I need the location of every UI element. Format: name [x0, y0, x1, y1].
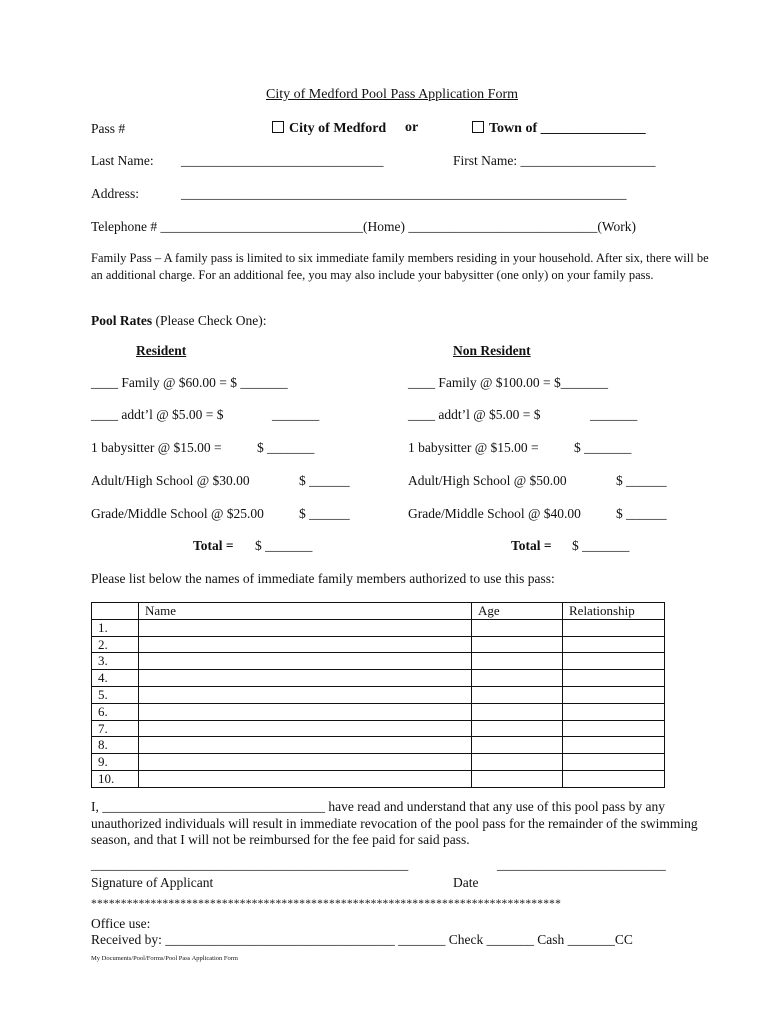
table-header-row — [92, 603, 665, 620]
age-cell[interactable] — [472, 737, 563, 754]
name-cell[interactable] — [139, 703, 472, 720]
pool-rates-heading — [91, 314, 266, 328]
age-cell[interactable] — [472, 770, 563, 787]
town-option-label: Town of _______________ — [489, 121, 646, 136]
resident-babysitter-rate: 1 babysitter @ $15.00 = — [91, 440, 222, 455]
relationship-header: Relationship — [563, 603, 665, 620]
resident-babysitter-blank[interactable]: $ _______ — [257, 440, 315, 455]
pool-rates-note: (Please Check One): — [152, 313, 267, 328]
table-row — [92, 653, 665, 670]
nonresident-adult-blank[interactable]: $ ______ — [616, 473, 667, 488]
nonresident-addtl-rate[interactable]: ____ addt’l @ $5.00 = $ — [408, 407, 541, 422]
resident-adult-blank[interactable]: $ ______ — [299, 473, 350, 488]
city-of-medford-option[interactable] — [272, 121, 386, 136]
nonresident-grade-blank[interactable]: $ ______ — [616, 506, 667, 521]
nonresident-heading: Non Resident — [453, 343, 531, 358]
row-number: 6. — [92, 703, 139, 720]
resident-heading: Resident — [136, 343, 187, 358]
row-number: 5. — [92, 686, 139, 703]
relationship-cell[interactable] — [563, 720, 665, 737]
row-number: 10. — [92, 770, 139, 787]
nonresident-total-blank[interactable]: $ _______ — [572, 538, 630, 553]
relationship-cell[interactable] — [563, 619, 665, 636]
table-row — [92, 737, 665, 754]
nonresident-addtl-blank[interactable]: _______ — [590, 407, 638, 422]
table-row — [92, 720, 665, 737]
row-number: 4. — [92, 670, 139, 687]
age-cell[interactable] — [472, 686, 563, 703]
received-by-row[interactable]: Received by: __________________________________ _______ Check _______ Cash _______CC — [91, 932, 633, 947]
relationship-cell[interactable] — [563, 670, 665, 687]
row-number: 8. — [92, 737, 139, 754]
nonresident-total-label: Total = — [511, 538, 552, 553]
number-header — [92, 603, 139, 620]
age-header: Age — [472, 603, 563, 620]
relationship-cell[interactable] — [563, 754, 665, 771]
resident-grade-rate: Grade/Middle School @ $25.00 — [91, 506, 264, 521]
age-cell[interactable] — [472, 720, 563, 737]
table-row — [92, 703, 665, 720]
resident-total-label: Total = — [193, 538, 234, 553]
row-number: 3. — [92, 653, 139, 670]
table-row — [92, 686, 665, 703]
table-row — [92, 619, 665, 636]
pass-number-label: Pass # — [91, 121, 126, 136]
nonresident-adult-rate: Adult/High School @ $50.00 — [408, 473, 567, 488]
footer-path: My Documents/Pool/Forms/Pool Pass Application Form — [91, 955, 238, 962]
name-cell[interactable] — [139, 754, 472, 771]
town-of-option[interactable] — [472, 121, 646, 136]
telephone-field[interactable]: Telephone # ______________________________(Home) ____________________________(Work) — [91, 219, 637, 234]
nonresident-grade-rate: Grade/Middle School @ $40.00 — [408, 506, 581, 521]
relationship-cell[interactable] — [563, 770, 665, 787]
last-name-label: Last Name: — [91, 153, 154, 168]
name-cell[interactable] — [139, 720, 472, 737]
form-title: City of Medford Pool Pass Application Form — [266, 87, 518, 102]
name-header: Name — [139, 603, 472, 620]
resident-addtl-rate[interactable]: ____ addt’l @ $5.00 = $ — [91, 407, 224, 422]
nonresident-babysitter-rate: 1 babysitter @ $15.00 = — [408, 440, 539, 455]
age-cell[interactable] — [472, 636, 563, 653]
city-option-label: City of Medford — [289, 121, 387, 136]
pool-rates-label: Pool Rates — [91, 313, 153, 328]
relationship-cell[interactable] — [563, 703, 665, 720]
list-instruction: Please list below the names of immediate family members authorized to use this pass: — [91, 571, 555, 586]
name-cell[interactable] — [139, 653, 472, 670]
name-cell[interactable] — [139, 686, 472, 703]
table-row — [92, 636, 665, 653]
resident-adult-rate: Adult/High School @ $30.00 — [91, 473, 250, 488]
checkbox-icon[interactable] — [472, 121, 484, 133]
name-cell[interactable] — [139, 636, 472, 653]
separator-line: ******************************************************************************* — [91, 898, 562, 910]
date-label: Date — [453, 875, 479, 890]
family-pass-text: Family Pass – A family pass is limited to six immediate family members residing in your household. After six, there will be an additional charge. For an additional fee, you may also include your babysitter (one only) on your family pass. — [91, 251, 709, 282]
first-name-field[interactable]: First Name: ____________________ — [453, 153, 656, 168]
age-cell[interactable] — [472, 670, 563, 687]
nonresident-babysitter-blank[interactable]: $ _______ — [574, 440, 632, 455]
table-row — [92, 670, 665, 687]
name-cell[interactable] — [139, 670, 472, 687]
resident-addtl-blank[interactable]: _______ — [272, 407, 320, 422]
agreement-text: I, _________________________________ have read and understand that any use of this pool pass by any unauthorized individuals will result in immediate revocation of the pool pass for the remainder of the swimming season, and that I will not be reimbursed for the fee paid for said pass. — [91, 799, 698, 847]
resident-total-blank[interactable]: $ _______ — [255, 538, 313, 553]
resident-family-rate[interactable]: ____ Family @ $60.00 = $ _______ — [91, 375, 288, 390]
age-cell[interactable] — [472, 653, 563, 670]
age-cell[interactable] — [472, 619, 563, 636]
signature-line[interactable]: _______________________________________________ — [91, 857, 409, 872]
row-number: 9. — [92, 754, 139, 771]
relationship-cell[interactable] — [563, 636, 665, 653]
name-cell[interactable] — [139, 770, 472, 787]
row-number: 7. — [92, 720, 139, 737]
office-use-label: Office use: — [91, 916, 151, 931]
relationship-cell[interactable] — [563, 737, 665, 754]
name-cell[interactable] — [139, 737, 472, 754]
address-label: Address: — [91, 186, 139, 201]
table-row — [92, 754, 665, 771]
resident-grade-blank[interactable]: $ ______ — [299, 506, 350, 521]
address-field[interactable]: __________________________________________________________________ — [181, 186, 627, 201]
date-line[interactable]: _________________________ — [497, 857, 666, 872]
relationship-cell[interactable] — [563, 653, 665, 670]
relationship-cell[interactable] — [563, 686, 665, 703]
or-label: or — [405, 120, 419, 135]
age-cell[interactable] — [472, 754, 563, 771]
row-number: 2. — [92, 636, 139, 653]
name-cell[interactable] — [139, 619, 472, 636]
age-cell[interactable] — [472, 703, 563, 720]
nonresident-family-rate[interactable]: ____ Family @ $100.00 = $_______ — [408, 375, 609, 390]
row-number: 1. — [92, 619, 139, 636]
checkbox-icon[interactable] — [272, 121, 284, 133]
family-members-table — [91, 602, 665, 788]
last-name-field[interactable]: ______________________________ — [181, 153, 384, 168]
table-row — [92, 770, 665, 787]
signature-label: Signature of Applicant — [91, 875, 214, 890]
